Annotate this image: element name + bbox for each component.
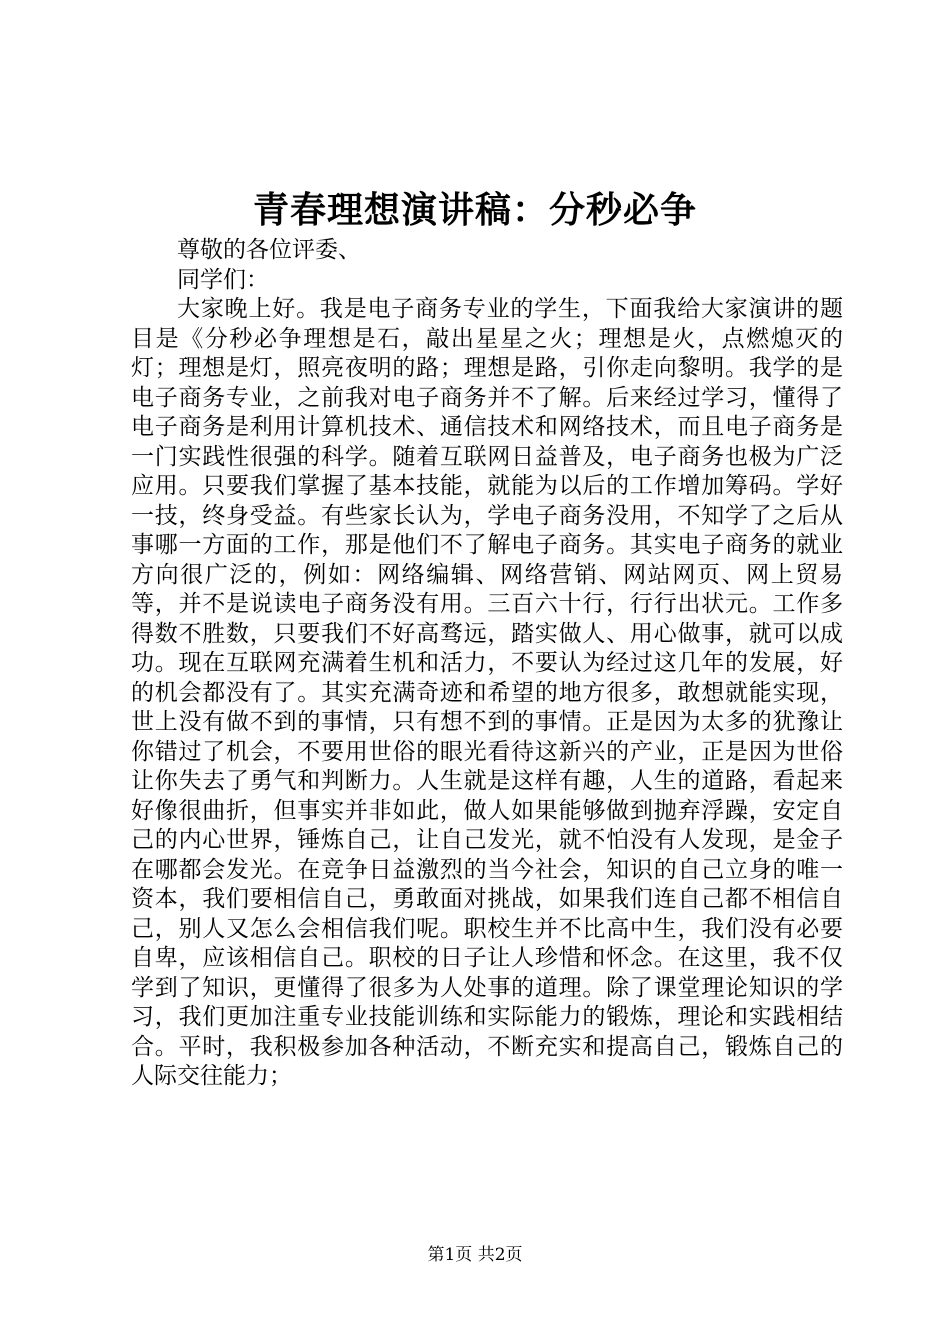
document-title: 青春理想演讲稿：分秒必争 xyxy=(252,189,697,231)
page-indicator: 第1页 共2页 xyxy=(427,1245,523,1265)
greeting-line-2: 同学们： xyxy=(177,266,269,293)
greeting-line-1: 尊敬的各位评委、 xyxy=(177,237,361,263)
document-body xyxy=(131,236,843,1092)
body-paragraph: 大家晚上好。我是电子商务专业的学生，下面我给大家演讲的题目是《分秒必争理想是石，敲出星星之火；理想是火，点燃熄灭的灯；理想是灯，照亮夜明的路；理想是路，引你走向黎明。我学的是电子商务专业，之前我对电子商务并不了解。后来经过学习，懂得了电子商务是利用计算机技术、通信技术和网络技术，而且电子商务是一门实践性很强的科学。随着互联网日益普及，电子商务也极为广泛应用。只要我们掌握了基本技能，就能为以后的工作增加筹码。学好一技，终身受益。有些家长认为，学电子商务没用，不知学了之后从事哪一方面的工作，那是他们不了解电子商务。其实电子商务的就业方向很广泛的，例如：网络编辑、网络营销、网站网页、网上贸易等，并不是说读电子商务没有用。三百六十行，行行出状元。工作多得数不胜数，只要我们不好高骛远，踏实做人、用心做事，就可以成功。现在互联网充满着生机和活力，不要认为经过这几年的发展，好的机会都没有了。其实充满奇迹和希望的地方很多，敢想就能实现，世上没有做不到的事情，只有想不到的事情。正是因为太多的犹豫让你错过了机会，不要用世俗的眼光看待这新兴的产业，正是因为世俗让你失去了勇气和判断力。人生就是这样有趣，人生的道路，看起来好像很曲折，但事实并非如此，做人如果能够做到抛弃浮躁，安定自己的内心世界，锤炼自己，让自己发光，就不怕没有人发现，是金子在哪都会发光。在竞争日益激烈的当今社会，知识的自己立身的唯一资本，我们要相信自己，勇敢面对挑战，如果我们连自己都不相信自己，别人又怎么会相信我们呢。职校生并不比高中生，我们没有必要自卑，应该相信自己。职校的日子让人珍惜和怀念。在这里，我不仅学到了知识，更懂得了很多为人处事的道理。除了课堂理论知识的学习，我们更加注重专业技能训练和实际能力的锻炼，理论和实践相结合。平时，我积极参加各种活动，不断充实和提高自己，锻炼自己的人际交往能力； xyxy=(131,296,843,1089)
